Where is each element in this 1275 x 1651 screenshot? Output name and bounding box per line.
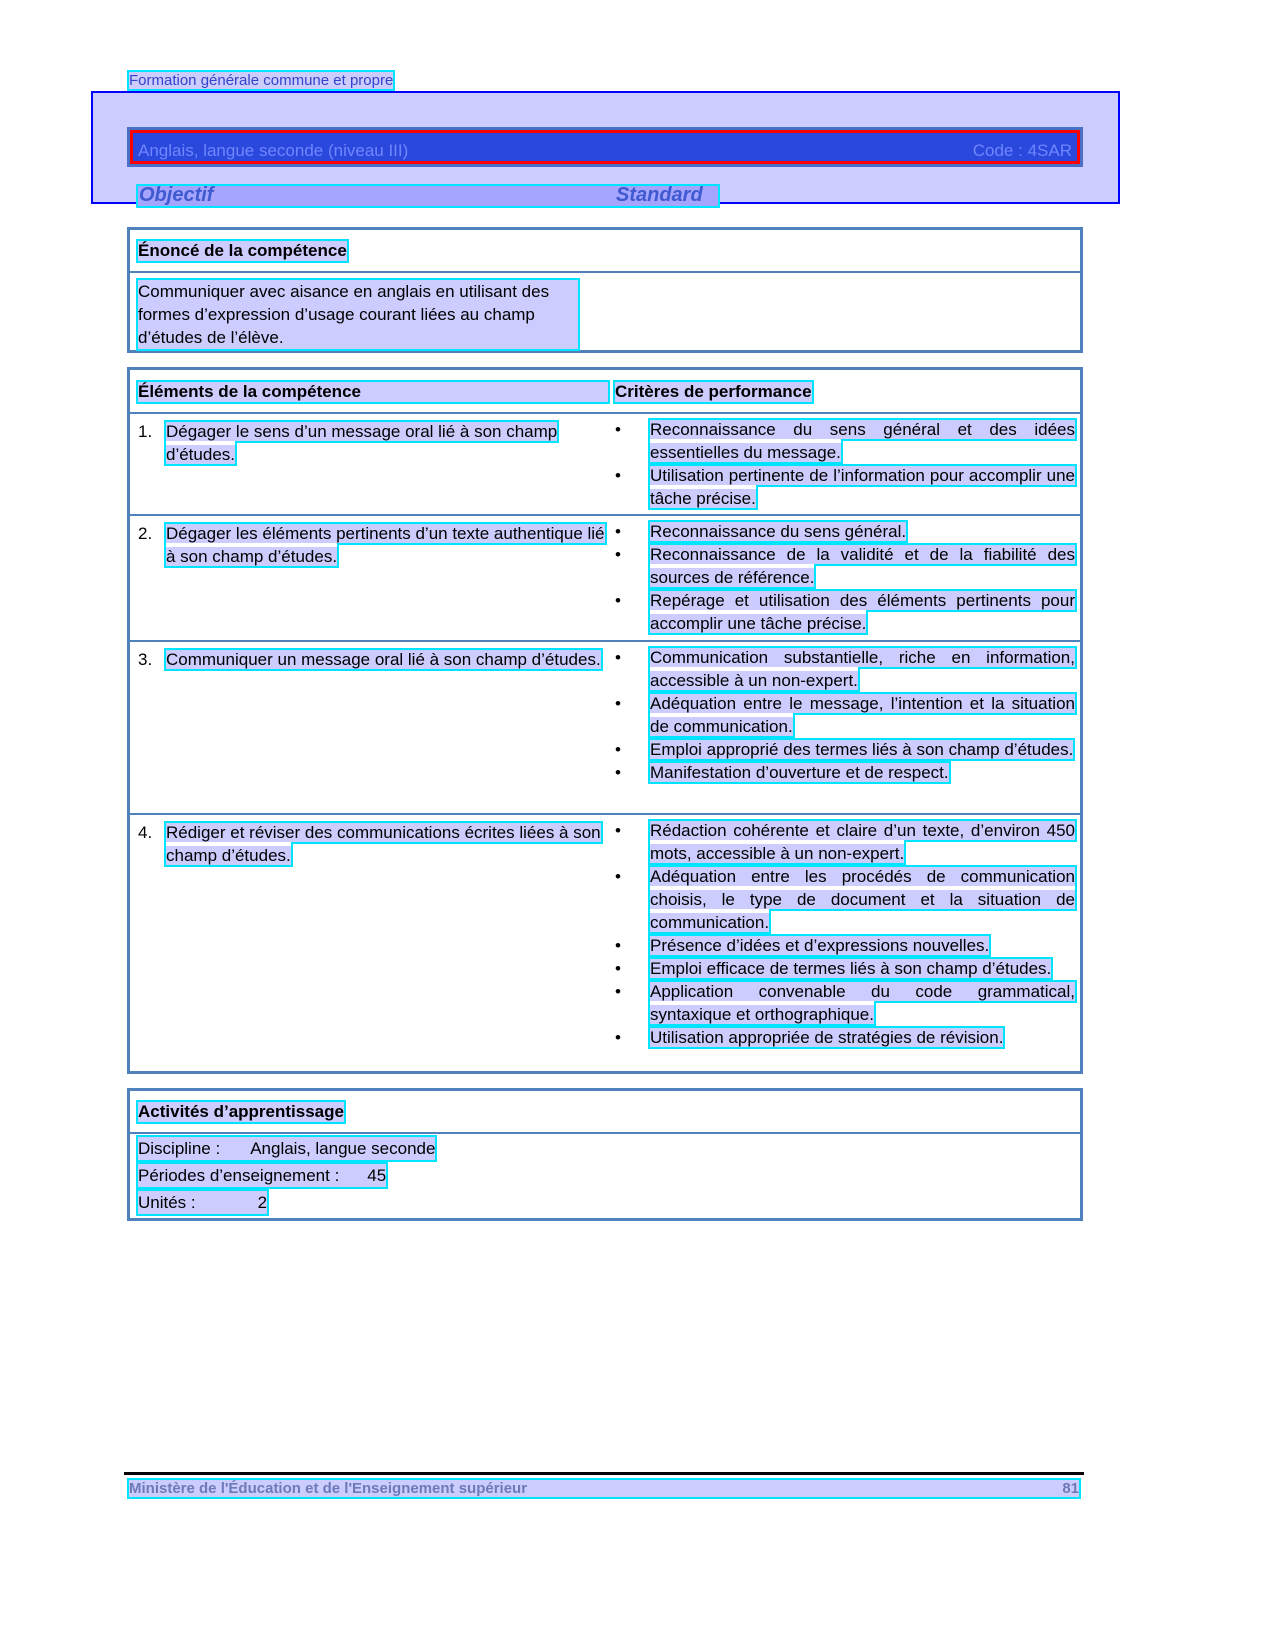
criterion-item xyxy=(615,934,1075,957)
unites-label: Unités : xyxy=(138,1193,196,1212)
criterion-text: Repérage et utilisation des éléments pertinents pour accomplir une tâche précise. xyxy=(650,591,1075,633)
bullet-icon: • xyxy=(615,740,621,759)
bullet-icon: • xyxy=(615,821,621,840)
objective-label: Objectif xyxy=(139,184,214,206)
section-label: Formation générale commune et propre xyxy=(129,72,394,89)
bullet-icon: • xyxy=(615,936,621,955)
elements-header xyxy=(130,370,1080,414)
bullet-icon: • xyxy=(615,648,621,667)
bullet-icon: • xyxy=(615,867,621,886)
bullet-icon: • xyxy=(615,1028,621,1047)
discipline-line xyxy=(138,1137,435,1160)
criteria-list xyxy=(615,418,1075,510)
bullet-icon: • xyxy=(615,959,621,978)
element-row xyxy=(130,414,1080,516)
element-text xyxy=(138,420,608,466)
bullet-icon: • xyxy=(615,522,621,541)
periodes-value: 45 xyxy=(367,1166,387,1185)
criterion-text: Communication substantielle, riche en information, accessible à un non-expert. xyxy=(650,648,1075,690)
activites-box xyxy=(127,1088,1083,1221)
bullet-icon: • xyxy=(615,545,621,564)
criteria-list xyxy=(615,819,1075,1049)
bullet-icon: • xyxy=(615,763,621,782)
discipline-value: Anglais, langue seconde xyxy=(250,1139,436,1158)
standard-label: Standard xyxy=(616,184,703,206)
criterion-item xyxy=(615,589,1075,635)
criterion-text: Reconnaissance de la validité et de la fiabilité des sources de référence. xyxy=(650,545,1075,587)
element-row xyxy=(130,642,1080,815)
bullet-icon: • xyxy=(615,466,621,485)
unites-value: 2 xyxy=(257,1193,268,1212)
criteria-title: Critères de performance xyxy=(615,382,812,401)
criterion-item xyxy=(615,738,1075,761)
bullet-icon: • xyxy=(615,694,621,713)
footer-ministry: Ministère de l'Éducation et de l'Enseignement supérieur xyxy=(129,1480,528,1497)
elements-table xyxy=(127,367,1083,1074)
activites-title: Activités d’apprentissage xyxy=(138,1102,344,1121)
criterion-text: Emploi efficace de termes liés à son champ d’études. xyxy=(650,959,1052,978)
page-number: 81 xyxy=(1062,1480,1079,1497)
element-number: 2. xyxy=(138,524,153,543)
bullet-icon: • xyxy=(615,982,621,1001)
element-description: Dégager le sens d’un message oral lié à son champ d’études. xyxy=(166,422,558,464)
element-text xyxy=(138,522,608,568)
criteria-list xyxy=(615,646,1075,784)
element-number: 1. xyxy=(138,422,153,441)
enonce-box xyxy=(127,227,1083,353)
criterion-text: Adéquation entre les procédés de communication choisis, le type de document et la situation de communication. xyxy=(650,867,1075,932)
discipline-label: Discipline : xyxy=(138,1139,221,1158)
criterion-item xyxy=(615,957,1075,980)
bullet-icon: • xyxy=(615,591,621,610)
criterion-item xyxy=(615,418,1075,464)
activites-header xyxy=(130,1091,1080,1134)
criterion-text: Reconnaissance du sens général et des idées essentielles du message. xyxy=(650,420,1075,462)
criterion-item xyxy=(615,543,1075,589)
code-label: Code : xyxy=(972,141,1023,160)
criterion-text: Emploi approprié des termes liés à son champ d’études. xyxy=(650,740,1074,759)
criterion-item xyxy=(615,819,1075,865)
footer-rule xyxy=(124,1472,1084,1475)
criterion-text: Adéquation entre le message, l’intention et la situation de communication. xyxy=(650,694,1075,736)
criterion-text: Rédaction cohérente et claire d’un texte, d’environ 450 mots, accessible à un non-expert. xyxy=(650,821,1075,863)
course-title: Anglais, langue seconde (niveau III) xyxy=(138,141,409,160)
criterion-item xyxy=(615,692,1075,738)
periodes-line xyxy=(138,1164,386,1187)
criterion-text: Manifestation d’ouverture et de respect. xyxy=(650,763,949,782)
criterion-item xyxy=(615,464,1075,510)
course-title-bar xyxy=(127,127,1083,167)
criterion-text: Présence d’idées et d’expressions nouvelles. xyxy=(650,936,990,955)
course-code xyxy=(973,141,1072,161)
element-text xyxy=(138,648,608,671)
enonce-text: Communiquer avec aisance en anglais en utilisant des formes d’expression d’usage courant liées au champ d’études de l’élève. xyxy=(138,280,578,349)
criterion-item xyxy=(615,646,1075,692)
criterion-text: Application convenable du code grammatical, syntaxique et orthographique. xyxy=(650,982,1075,1024)
criterion-item xyxy=(615,865,1075,934)
element-description: Dégager les éléments pertinents d’un texte authentique lié à son champ d’études. xyxy=(166,524,605,566)
criterion-text: Utilisation pertinente de l’information pour accomplir une tâche précise. xyxy=(650,466,1075,508)
element-row xyxy=(130,815,1080,1080)
code-value: 4SAR xyxy=(1027,141,1072,160)
element-number: 4. xyxy=(138,823,153,842)
criterion-item xyxy=(615,520,1075,543)
periodes-label: Périodes d’enseignement : xyxy=(138,1166,340,1185)
element-text xyxy=(138,821,608,867)
element-row xyxy=(130,516,1080,642)
bullet-icon: • xyxy=(615,420,621,439)
elements-title: Éléments de la compétence xyxy=(138,382,608,402)
unites-line xyxy=(138,1191,267,1214)
enonce-header xyxy=(130,230,1080,273)
element-description: Rédiger et réviser des communications écrites liées à son champ d’études. xyxy=(166,823,601,865)
criterion-text: Reconnaissance du sens général. xyxy=(650,522,907,541)
footer xyxy=(129,1480,1079,1497)
element-number: 3. xyxy=(138,650,153,669)
objective-standard-row xyxy=(138,186,718,206)
criterion-item xyxy=(615,1026,1075,1049)
criterion-item xyxy=(615,980,1075,1026)
element-description: Communiquer un message oral lié à son champ d’études. xyxy=(166,650,601,669)
enonce-title: Énoncé de la compétence xyxy=(138,241,347,260)
criteria-list xyxy=(615,520,1075,635)
criterion-item xyxy=(615,761,1075,784)
criterion-text: Utilisation appropriée de stratégies de révision. xyxy=(650,1028,1004,1047)
